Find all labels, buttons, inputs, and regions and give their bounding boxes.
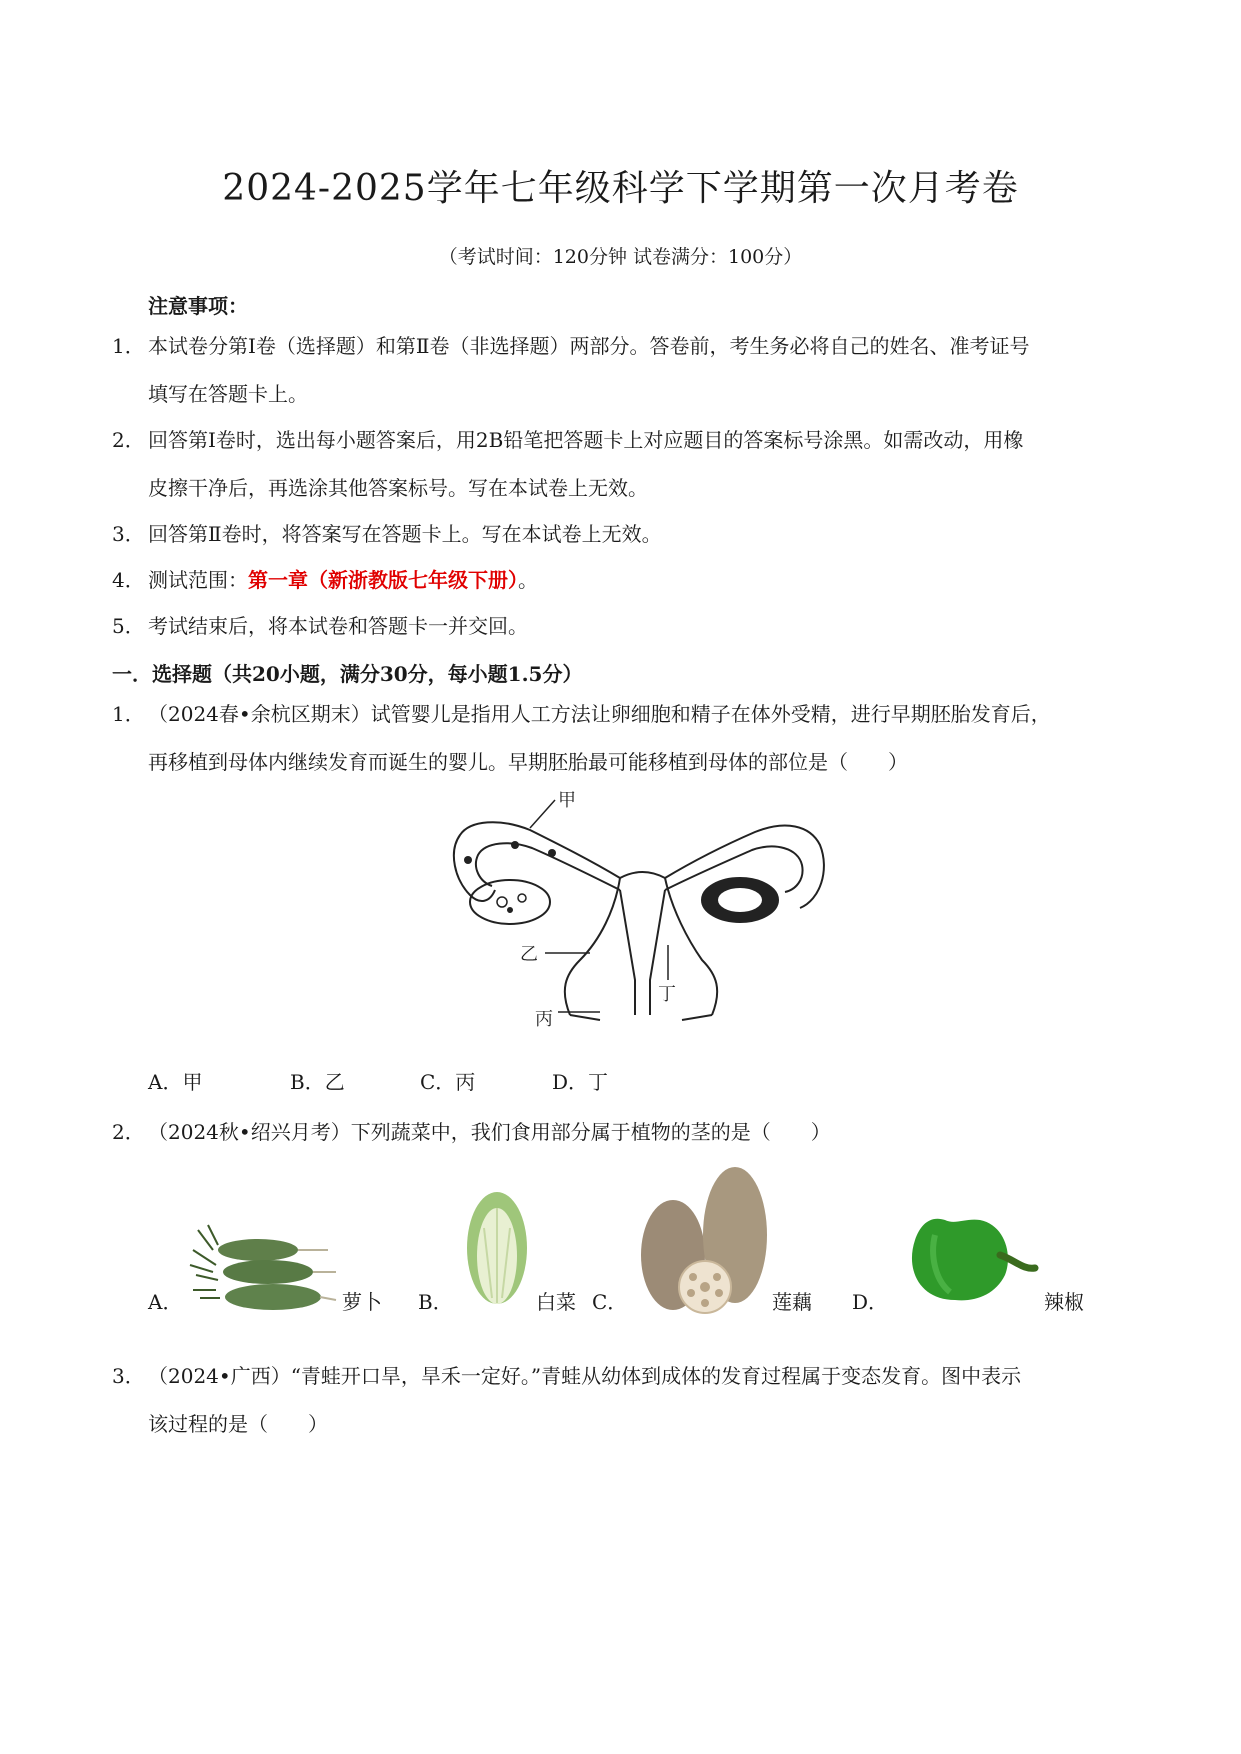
label-jia: 甲 bbox=[558, 790, 576, 811]
note-number: 5． bbox=[112, 614, 145, 638]
note-number: 1． bbox=[112, 334, 145, 358]
section-heading: 一．选择题（共20小题，满分30分，每小题1.5分） bbox=[112, 662, 583, 686]
question-number: 2． bbox=[112, 1120, 145, 1144]
cabbage-image bbox=[462, 1188, 532, 1308]
uterus-diagram bbox=[440, 790, 840, 1040]
option-c-letter[interactable]: C． bbox=[592, 1290, 628, 1314]
question-text: （2024秋•绍兴月考）下列蔬菜中，我们食用部分属于植物的茎的是（ ） bbox=[148, 1120, 831, 1144]
note-text bbox=[148, 566, 538, 594]
option-c[interactable]: C．丙 bbox=[420, 1070, 476, 1094]
option-b[interactable]: B．乙 bbox=[290, 1070, 345, 1094]
option-a-name: 萝卜 bbox=[342, 1290, 382, 1314]
question-number: 3． bbox=[112, 1364, 145, 1388]
note-number: 4． bbox=[112, 568, 145, 592]
option-b-name: 白菜 bbox=[536, 1290, 576, 1314]
option-d-letter[interactable]: D． bbox=[852, 1290, 889, 1314]
label-bing: 丙 bbox=[535, 1009, 553, 1030]
scope-highlight: 第一章（新浙教版七年级下册） bbox=[248, 568, 518, 592]
page-title: 2024-2025学年七年级科学下学期第一次月考卷 bbox=[222, 168, 1019, 209]
option-a-letter[interactable]: A． bbox=[148, 1290, 183, 1314]
label-ding: 丁 bbox=[658, 984, 676, 1005]
pepper-image bbox=[895, 1200, 1045, 1305]
question-text: 再移植到母体内继续发育而诞生的婴儿。早期胚胎最可能移植到母体的部位是（ ） bbox=[148, 750, 908, 774]
scope-suffix: 。 bbox=[518, 568, 538, 592]
question-text: （2024春•余杭区期末）试管婴儿是指用人工方法让卵细胞和精子在体外受精，进行早期胚胎发育后， bbox=[148, 702, 1051, 726]
option-d[interactable]: D．丁 bbox=[552, 1070, 609, 1094]
note-text: 填写在答题卡上。 bbox=[148, 382, 308, 406]
option-c-name: 莲藕 bbox=[772, 1290, 812, 1314]
note-number: 2． bbox=[112, 428, 145, 452]
scope-label: 测试范围： bbox=[148, 568, 248, 592]
option-a[interactable]: A．甲 bbox=[148, 1070, 203, 1094]
question-text: （2024•广西）“青蛙开口旱，旱禾一定好。”青蛙从幼体到成体的发育过程属于变态发育。图中表示 bbox=[148, 1364, 1022, 1388]
note-text: 考试结束后，将本试卷和答题卡一并交回。 bbox=[148, 614, 528, 638]
question-number: 1． bbox=[112, 702, 145, 726]
radish-image bbox=[188, 1220, 338, 1320]
note-text: 本试卷分第Ⅰ卷（选择题）和第Ⅱ卷（非选择题）两部分。答卷前，考生务必将自己的姓名、准考证号 bbox=[148, 334, 1030, 358]
label-yi: 乙 bbox=[520, 944, 538, 965]
lotus-root-image bbox=[635, 1165, 775, 1315]
note-text: 回答第Ⅱ卷时，将答案写在答题卡上。写在本试卷上无效。 bbox=[148, 522, 662, 546]
exam-info: （考试时间：120分钟 试卷满分：100分） bbox=[438, 246, 803, 268]
option-b-letter[interactable]: B． bbox=[418, 1290, 453, 1314]
note-number: 3． bbox=[112, 522, 145, 546]
note-text: 皮擦干净后，再选涂其他答案标号。写在本试卷上无效。 bbox=[148, 476, 648, 500]
notes-heading: 注意事项： bbox=[148, 294, 248, 318]
note-text: 回答第Ⅰ卷时，选出每小题答案后，用2B铅笔把答题卡上对应题目的答案标号涂黑。如需改动，用橡 bbox=[148, 428, 1024, 452]
option-d-name: 辣椒 bbox=[1044, 1290, 1084, 1314]
question-text: 该过程的是（ ） bbox=[148, 1412, 328, 1436]
